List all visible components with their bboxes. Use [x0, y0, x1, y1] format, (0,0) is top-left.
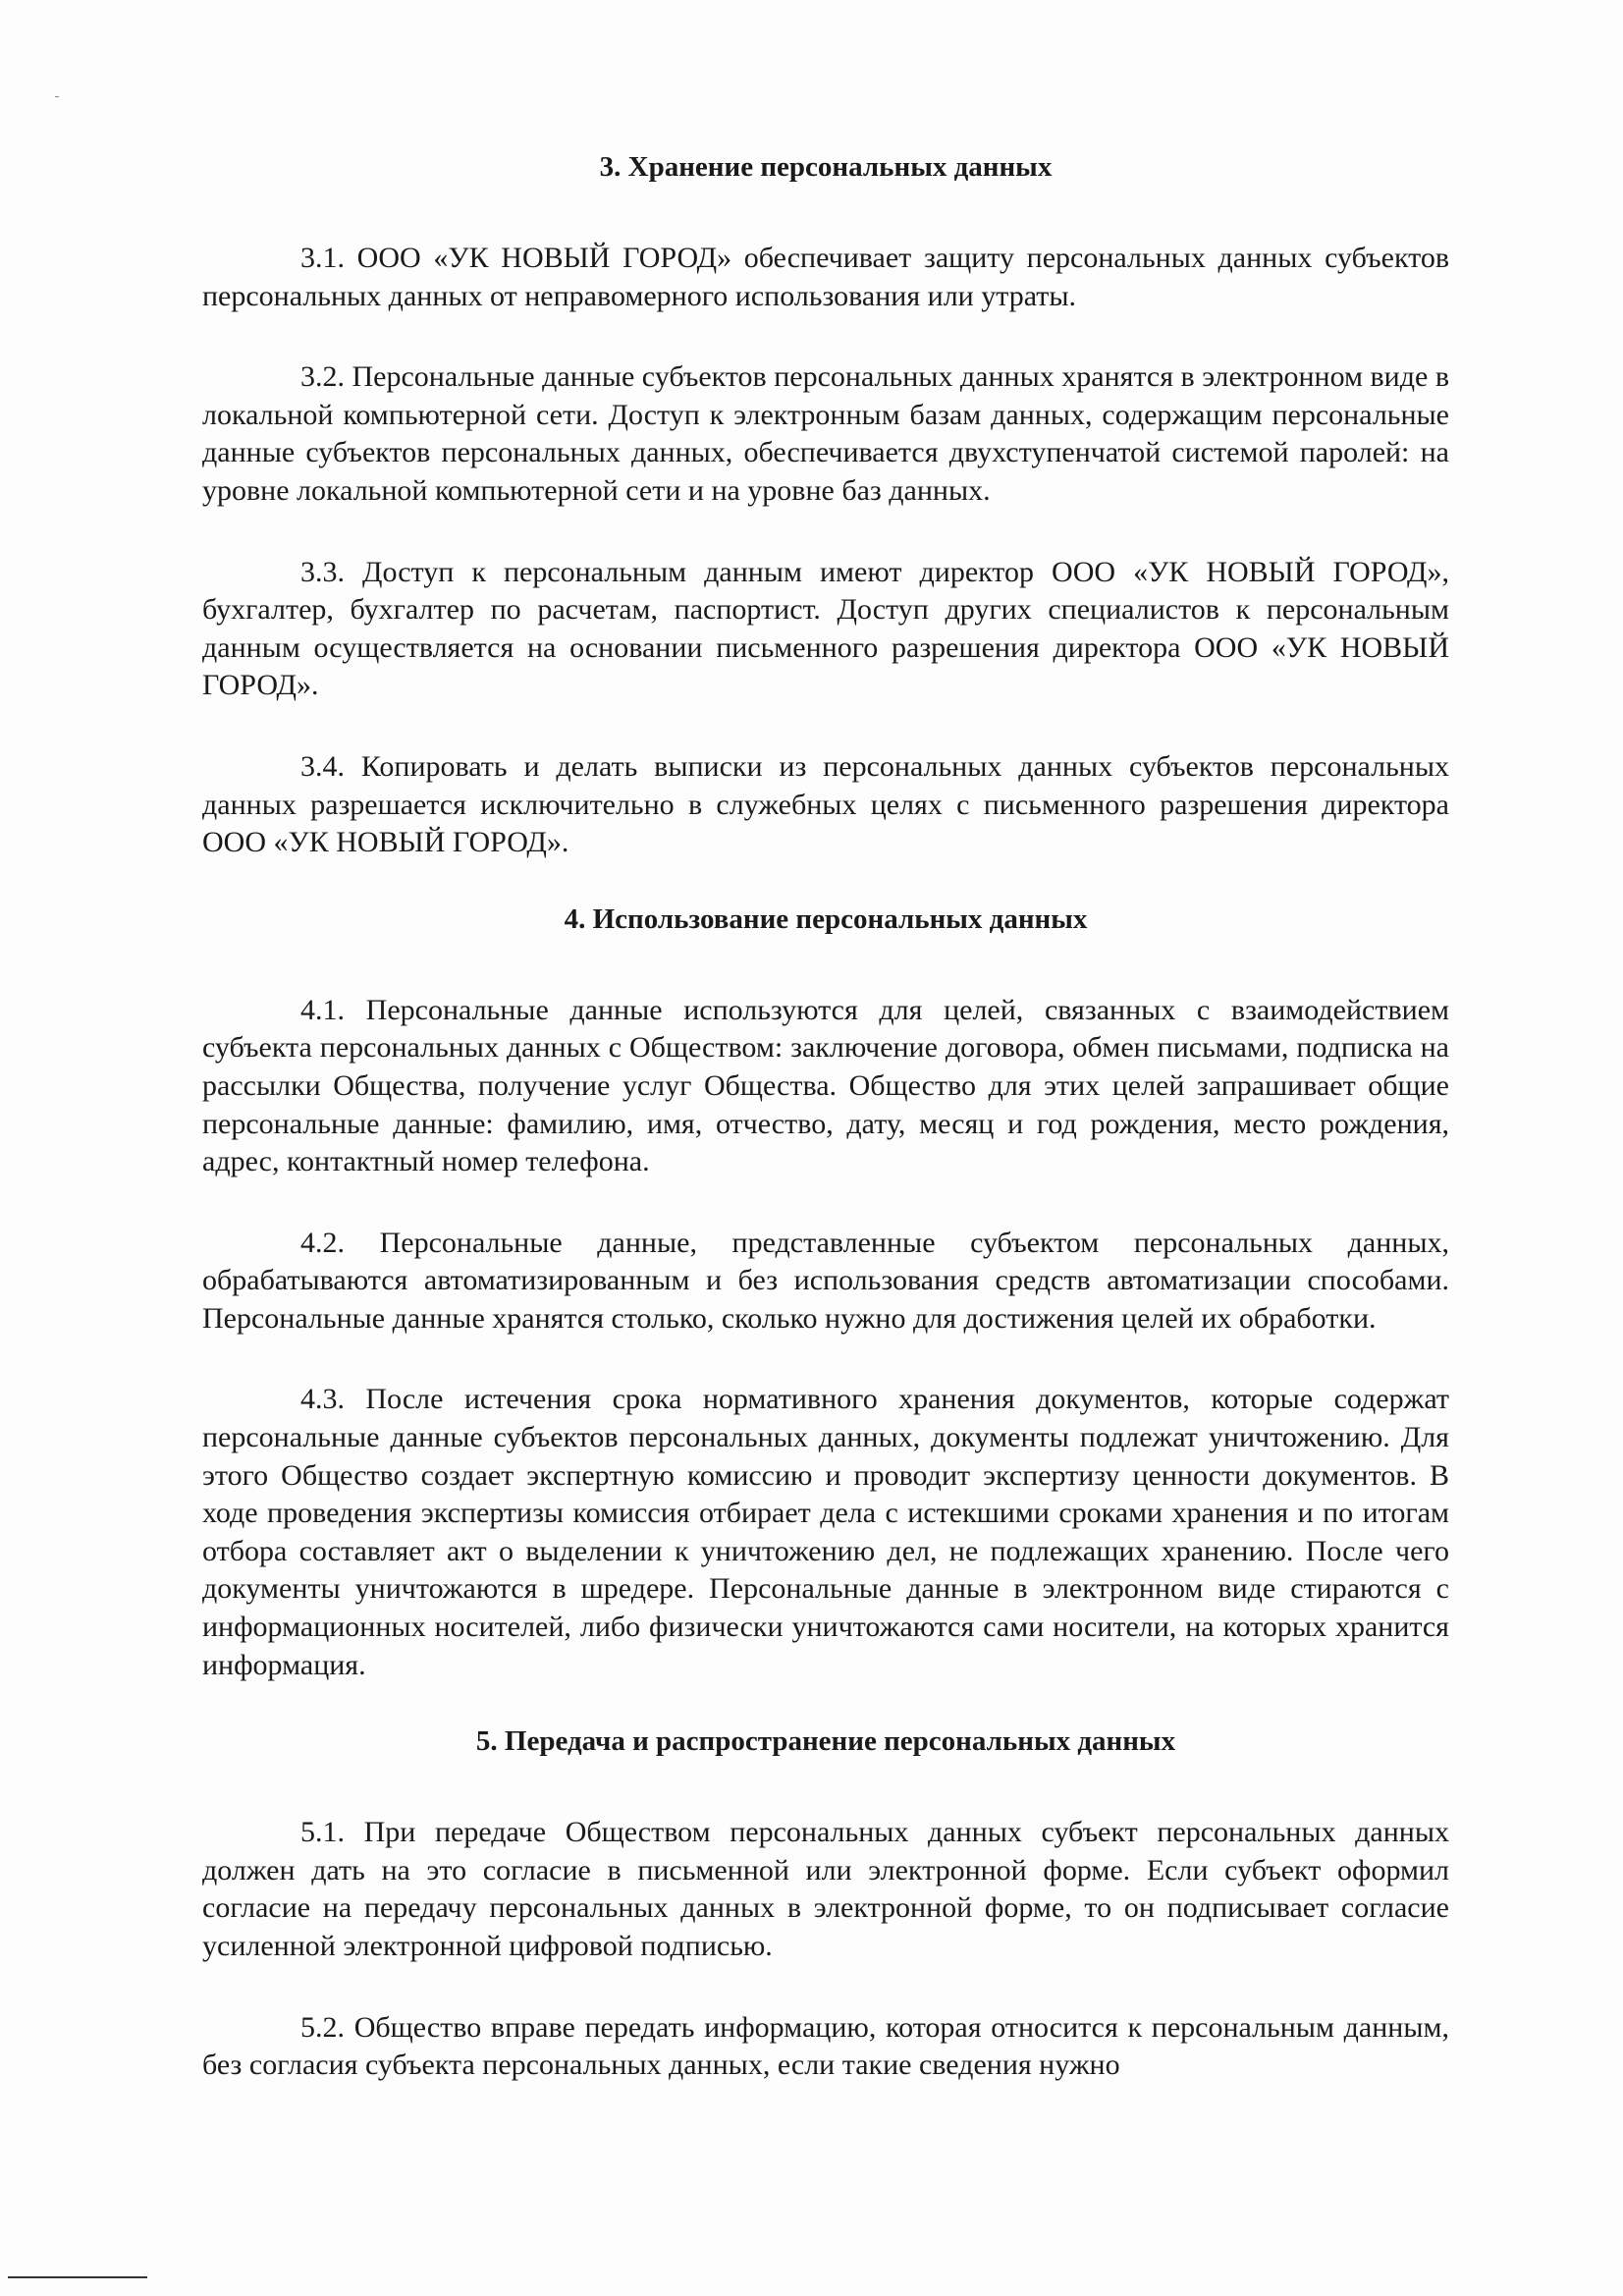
section-4-heading: 4. Использование персональных данных [564, 902, 1088, 935]
paragraph-4-3: 4.3. После истечения срока нормативного хранения документов, которые содержат персональные данные субъектов персональных данных, документы подлежат уничтожению. Для этого Общество создает экспертную комиссию и проводит экспертизу ценности документов. В ходе проведения экспертизы комиссия отбирает дела с истекшими сроками хранения и по итогам отбора составляет акт о выделении к уничтожению дел, не подлежащих хранению. После чего документы уничтожаются в шредере. Персональные данные в электронном виде стираются с информационных носителей, либо физически уничтожаются сами носители, на которых хранится информация. [202, 1383, 1449, 1681]
paragraph-3-2: 3.2. Персональные данные субъектов персональных данных хранятся в электронном виде в локальной компьютерной сети. Доступ к электронным базам данных, содержащим персональные данные субъектов персональных данных, обеспечивается двухступенчатой системой паролей: на уровне локальной компьютерной сети и на уровне баз данных. [202, 360, 1449, 507]
section-5-heading: 5. Передача и распространение персональных данных [475, 1725, 1176, 1758]
paragraph-3-1: 3.1. ООО «УК НОВЫЙ ГОРОД» обеспечивает защиту персональных данных субъектов персональных данных от неправомерного использования или утраты. [202, 242, 1449, 312]
scan-speck [55, 96, 59, 97]
section-3-heading: 3. Хранение персональных данных [599, 151, 1053, 183]
paragraph-5-2: 5.2. Общество вправе передать информацию, которая относится к персональным данным, без согласия субъекта персональных данных, если такие сведения нужно [202, 2010, 1449, 2082]
paragraph-4-2: 4.2. Персональные данные, представленные субъектом персональных данных, обрабатываются автоматизированным и без использования средств автоматизации способами. Персональные данные хранятся столько, сколько нужно для достижения целей их обработки. [202, 1226, 1449, 1335]
footer-rule [8, 2276, 147, 2278]
paragraph-3-3: 3.3. Доступ к персональным данным имеют директор ООО «УК НОВЫЙ ГОРОД», бухгалтер, бухгалтер по расчетам, паспортист. Доступ других специалистов к персональным данным осуществляется на основании письменного разрешения директора ООО «УК НОВЫЙ ГОРОД». [202, 555, 1449, 702]
paragraph-4-1: 4.1. Персональные данные используются для целей, связанных с взаимодействием субъекта персональных данных с Обществом: заключение договора, обмен письмами, подписка на рассылки Общества, получение услуг Общества. Общество для этих целей запрашивает общие персональные данные: фамилию, имя, отчество, дату, месяц и год рождения, место рождения, адрес, контактный номер телефона. [202, 993, 1449, 1178]
document-body [202, 147, 1449, 2085]
paragraph-3-4: 3.4. Копировать и делать выписки из персональных данных субъектов персональных данных разрешается исключительно в служебных целях с письменного разрешения директора ООО «УК НОВЫЙ ГОРОД». [202, 749, 1449, 859]
paragraph-5-1: 5.1. При передаче Обществом персональных данных субъект персональных данных должен дать на это согласие в письменной или электронной форме. Если субъект оформил согласие на передачу персональных данных в электронной форме, то он подписывает согласие усиленной электронной цифровой подписью. [202, 1816, 1449, 1962]
